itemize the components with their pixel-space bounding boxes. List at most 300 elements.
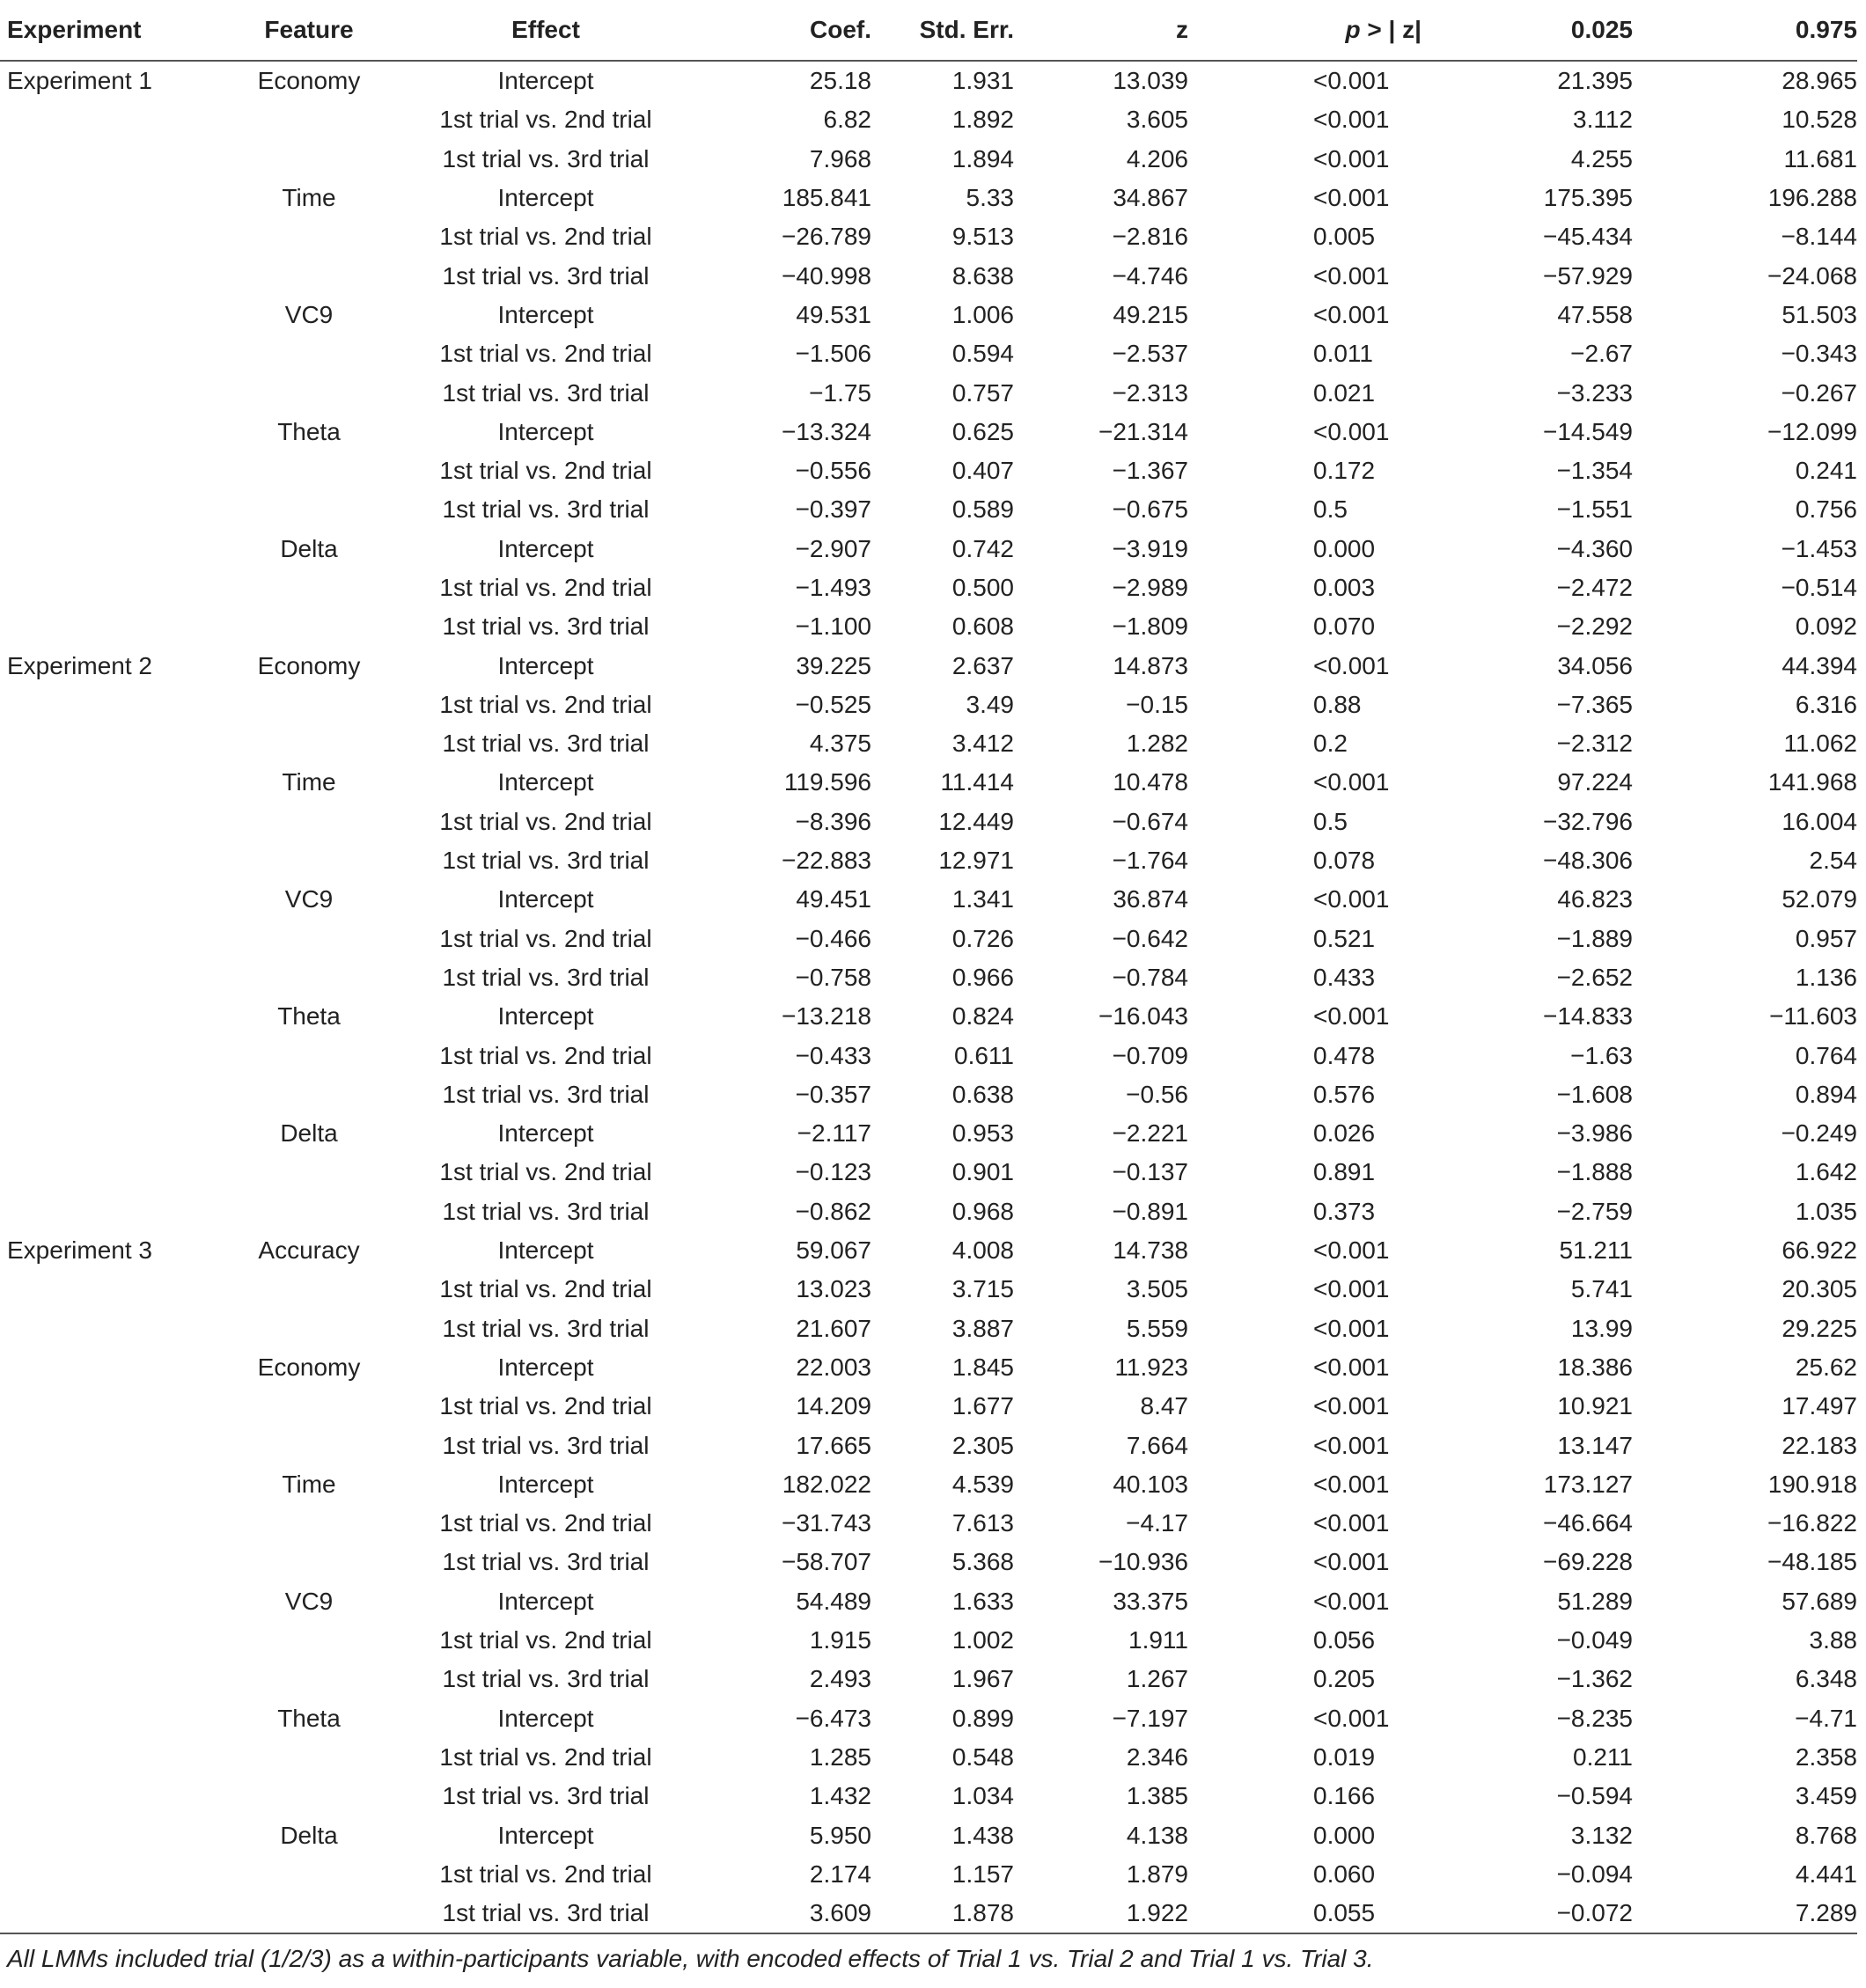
- cell-p-value: <0.001: [1313, 1236, 1390, 1265]
- cell-experiment: [0, 1543, 231, 1581]
- cell-feature: [231, 1270, 387, 1309]
- cell-z: −4.746: [1112, 261, 1188, 290]
- cell-feature: [231, 1387, 387, 1426]
- cell-ci-lower: −0.072: [1457, 1894, 1650, 1933]
- cell-p-value: <0.001: [1313, 1353, 1390, 1381]
- cell-p-value: <0.001: [1313, 768, 1390, 796]
- cell-ci-lower: −1.63: [1570, 1041, 1633, 1069]
- cell-coef: −0.123: [795, 1158, 871, 1186]
- cell-ci-lower: −57.929: [1543, 261, 1633, 290]
- cell-z: −7.197: [1112, 1704, 1188, 1732]
- header-p-value: [1267, 0, 1457, 61]
- cell-feature: [231, 1426, 387, 1464]
- cell-z: 49.215: [1113, 300, 1188, 328]
- cell-feature: Delta: [280, 1119, 338, 1148]
- cell-effect: 1st trial vs. 3rd trial: [442, 1548, 650, 1576]
- cell-p-value: <0.001: [1313, 184, 1390, 212]
- cell-ci-upper: −1.453: [1781, 534, 1857, 562]
- cell-feature: Theta: [277, 1002, 341, 1031]
- cell-effect: 1st trial vs. 2nd trial: [439, 223, 652, 251]
- cell-ci-upper: 141.968: [1767, 768, 1857, 796]
- cell-experiment: [0, 1816, 231, 1854]
- table-row: [0, 373, 1857, 412]
- cell-coef: 25.18: [809, 67, 871, 95]
- cell-ci-lower: −46.664: [1543, 1509, 1633, 1537]
- cell-experiment: [0, 803, 231, 841]
- cell-ci-lower: −1.889: [1556, 924, 1633, 952]
- cell-experiment: [0, 1114, 231, 1153]
- cell-ci-upper: 57.689: [1782, 1587, 1857, 1615]
- cell-z: −0.137: [1112, 1158, 1188, 1186]
- cell-ci-lower: 3.132: [1570, 1821, 1633, 1849]
- cell-effect: 1st trial vs. 2nd trial: [439, 1158, 652, 1186]
- cell-std-err: 0.726: [951, 924, 1014, 952]
- cell-ci-lower: −2.292: [1556, 613, 1633, 641]
- cell-p-value: <0.001: [1313, 1392, 1390, 1420]
- table-row: [0, 1621, 1857, 1660]
- cell-ci-upper: 0.894: [1795, 1080, 1857, 1108]
- cell-experiment: [0, 1855, 231, 1894]
- cell-experiment: [0, 1426, 231, 1464]
- cell-p-value: <0.001: [1313, 144, 1390, 172]
- cell-ci-upper: 11.681: [1783, 144, 1857, 172]
- header-ci-upper: 0.975: [1650, 0, 1857, 61]
- cell-ci-lower: −1.354: [1556, 457, 1633, 485]
- cell-ci-upper: 6.348: [1795, 1665, 1857, 1693]
- cell-feature: Accuracy: [258, 1236, 360, 1265]
- cell-coef: −31.743: [782, 1509, 871, 1537]
- cell-ci-upper: 44.394: [1782, 651, 1857, 679]
- table-body: [0, 61, 1857, 1933]
- cell-coef: −1.493: [795, 574, 871, 601]
- cell-p-value: 0.003: [1313, 574, 1376, 601]
- cell-p-value: <0.001: [1313, 300, 1390, 328]
- cell-std-err: 4.008: [951, 1236, 1014, 1265]
- cell-ci-upper: 1.642: [1795, 1158, 1857, 1186]
- cell-ci-upper: −12.099: [1767, 417, 1857, 445]
- cell-experiment: [0, 1348, 231, 1387]
- table-row: [0, 880, 1857, 919]
- cell-z: −0.642: [1112, 924, 1188, 952]
- header-coef: Coef.: [704, 0, 871, 61]
- cell-p-value: 0.000: [1313, 534, 1376, 562]
- table-row: [0, 724, 1857, 763]
- cell-std-err: 1.341: [951, 885, 1014, 913]
- cell-z: 1.267: [1126, 1665, 1188, 1693]
- cell-feature: [231, 373, 387, 412]
- table-row: [0, 140, 1857, 179]
- cell-ci-upper: 52.079: [1782, 885, 1857, 913]
- table-row: [0, 1816, 1857, 1854]
- table-row: [0, 1855, 1857, 1894]
- cell-std-err: 0.500: [951, 574, 1014, 601]
- header-effect: Effect: [387, 0, 704, 61]
- cell-std-err: 1.006: [951, 300, 1014, 328]
- cell-ci-upper: −24.068: [1767, 261, 1857, 290]
- cell-p-value: 0.576: [1313, 1080, 1376, 1108]
- cell-coef: −2.117: [797, 1119, 871, 1148]
- cell-p-value: <0.001: [1313, 1704, 1390, 1732]
- cell-p-value: 0.070: [1313, 613, 1376, 641]
- cell-coef: −13.324: [782, 417, 871, 445]
- cell-ci-upper: 7.289: [1650, 1894, 1857, 1933]
- cell-ci-lower: 10.921: [1557, 1392, 1633, 1420]
- table-row: [0, 490, 1857, 529]
- cell-feature: [231, 1075, 387, 1114]
- cell-ci-upper: 6.316: [1795, 690, 1857, 718]
- cell-coef: 1.915: [809, 1626, 871, 1654]
- cell-std-err: 0.625: [951, 417, 1014, 445]
- cell-effect: 1st trial vs. 2nd trial: [439, 1275, 652, 1303]
- cell-ci-lower: −1.362: [1556, 1665, 1633, 1693]
- cell-std-err: 11.414: [940, 768, 1014, 796]
- cell-feature: [231, 1894, 387, 1933]
- cell-feature: [231, 1309, 387, 1348]
- cell-feature: Time: [282, 184, 336, 212]
- cell-z: −1.367: [1112, 457, 1188, 485]
- cell-ci-lower: −2.312: [1556, 730, 1633, 758]
- cell-feature: VC9: [284, 1587, 334, 1615]
- cell-z: 40.103: [1113, 1470, 1188, 1498]
- cell-ci-upper: 28.965: [1782, 67, 1857, 95]
- cell-std-err: 4.539: [951, 1470, 1014, 1498]
- cell-ci-upper: 0.092: [1795, 613, 1857, 641]
- cell-coef: −22.883: [782, 847, 871, 875]
- cell-ci-lower: 47.558: [1557, 300, 1633, 328]
- cell-ci-upper: 25.62: [1795, 1353, 1857, 1381]
- cell-ci-lower: 4.255: [1570, 144, 1633, 172]
- cell-coef: −2.907: [795, 534, 871, 562]
- cell-z: 5.559: [1126, 1314, 1188, 1342]
- cell-p-value: <0.001: [1313, 1275, 1390, 1303]
- cell-ci-lower: −8.235: [1556, 1704, 1633, 1732]
- table-header: [0, 0, 1857, 61]
- cell-coef: −0.525: [795, 690, 871, 718]
- cell-std-err: 1.894: [951, 144, 1014, 172]
- cell-feature: [231, 1738, 387, 1777]
- cell-z: −0.674: [1112, 807, 1188, 835]
- cell-effect: 1st trial vs. 2nd trial: [439, 340, 652, 368]
- cell-std-err: 12.971: [938, 847, 1014, 875]
- cell-z: 2.346: [1126, 1742, 1188, 1771]
- table-row: [0, 217, 1857, 256]
- cell-effect: 1st trial vs. 3rd trial: [442, 1314, 650, 1342]
- cell-experiment: [0, 686, 231, 724]
- cell-feature: [231, 686, 387, 724]
- cell-p-value: 0.005: [1313, 223, 1376, 251]
- cell-ci-upper: −0.267: [1781, 378, 1857, 407]
- cell-ci-lower: −4.360: [1556, 534, 1633, 562]
- cell-ci-upper: 51.503: [1782, 300, 1857, 328]
- cell-coef: −0.758: [795, 963, 871, 991]
- cell-experiment: [0, 763, 231, 802]
- cell-coef: 4.375: [809, 730, 871, 758]
- cell-effect: 1st trial vs. 3rd trial: [442, 730, 650, 758]
- cell-z: −21.314: [1098, 417, 1188, 445]
- cell-ci-lower: −14.833: [1543, 1002, 1633, 1031]
- cell-feature: VC9: [284, 300, 334, 328]
- cell-coef: −6.473: [795, 1704, 871, 1732]
- table-footnote: All LMMs included trial (1/2/3) as a within-participants variable, with encoded effects of Trial 1 vs. Trial 2 and Trial 1 vs. Trial 3.: [7, 1945, 1374, 1973]
- cell-experiment: [0, 1504, 231, 1543]
- cell-coef: 3.609: [704, 1894, 871, 1933]
- cell-experiment: [0, 997, 231, 1036]
- table-row: [0, 569, 1857, 607]
- cell-experiment: [0, 1621, 231, 1660]
- cell-feature: Time: [282, 768, 336, 796]
- cell-ci-upper: −48.185: [1767, 1548, 1857, 1576]
- cell-ci-upper: 1.035: [1795, 1197, 1857, 1225]
- cell-feature: Delta: [280, 534, 338, 562]
- cell-p-value: 0.166: [1313, 1782, 1376, 1810]
- cell-effect: 1st trial vs. 3rd trial: [442, 378, 650, 407]
- cell-ci-lower: 34.056: [1557, 651, 1633, 679]
- cell-coef: 39.225: [796, 651, 871, 679]
- cell-std-err: 3.412: [951, 730, 1014, 758]
- cell-effect: 1st trial vs. 3rd trial: [442, 1665, 650, 1693]
- cell-ci-upper: 196.288: [1767, 184, 1857, 212]
- cell-coef: −0.397: [795, 495, 871, 524]
- cell-feature: [231, 1621, 387, 1660]
- cell-std-err: 0.594: [951, 340, 1014, 368]
- cell-coef: 49.451: [796, 885, 871, 913]
- cell-feature: [231, 1153, 387, 1192]
- table-row: [0, 1894, 1857, 1933]
- cell-std-err: 0.611: [954, 1041, 1014, 1069]
- cell-ci-lower: 51.211: [1559, 1236, 1633, 1265]
- cell-std-err: 8.638: [951, 261, 1014, 290]
- cell-coef: 6.82: [823, 106, 871, 134]
- cell-effect: 1st trial vs. 3rd trial: [442, 1080, 650, 1108]
- table-row: [0, 1465, 1857, 1504]
- cell-z: 3.505: [1126, 1275, 1188, 1303]
- cell-z: −16.043: [1098, 1002, 1188, 1031]
- table-row: [0, 1387, 1857, 1426]
- cell-z: 1.282: [1126, 730, 1188, 758]
- cell-feature: [231, 1192, 387, 1231]
- cell-ci-upper: 4.441: [1795, 1860, 1857, 1888]
- cell-z: −2.221: [1112, 1119, 1188, 1148]
- cell-ci-upper: 17.497: [1782, 1392, 1857, 1420]
- cell-z: −0.891: [1112, 1197, 1188, 1225]
- cell-effect: Intercept: [497, 67, 594, 95]
- cell-std-err: 0.899: [951, 1704, 1014, 1732]
- cell-z: 14.873: [1113, 651, 1188, 679]
- table-row: [0, 1660, 1857, 1698]
- cell-p-value: 0.478: [1313, 1041, 1376, 1069]
- cell-p-value: <0.001: [1313, 1548, 1390, 1576]
- cell-ci-lower: 3.112: [1573, 106, 1633, 134]
- cell-effect: 1st trial vs. 2nd trial: [439, 106, 652, 134]
- cell-experiment: [0, 569, 231, 607]
- table-row: [0, 1738, 1857, 1777]
- cell-p-value: 0.5: [1313, 807, 1348, 835]
- cell-feature: [231, 1036, 387, 1075]
- cell-p-value: 0.000: [1313, 1821, 1376, 1849]
- cell-ci-upper: 3.88: [1809, 1626, 1857, 1654]
- cell-ci-lower: −7.365: [1556, 690, 1633, 718]
- cell-ci-lower: −2.67: [1570, 340, 1633, 368]
- cell-feature: Time: [282, 1470, 336, 1498]
- cell-effect: 1st trial vs. 2nd trial: [439, 807, 652, 835]
- table-row: [0, 841, 1857, 880]
- cell-experiment: [0, 490, 231, 529]
- cell-z: −2.989: [1112, 574, 1188, 601]
- cell-coef: −40.998: [782, 261, 871, 290]
- cell-p-value: <0.001: [1313, 106, 1390, 134]
- cell-std-err: 5.33: [966, 184, 1014, 212]
- cell-effect: 1st trial vs. 3rd trial: [442, 495, 650, 524]
- cell-ci-upper: −8.144: [1781, 223, 1857, 251]
- cell-experiment: [0, 530, 231, 569]
- table-row: [0, 997, 1857, 1036]
- cell-std-err: 1.677: [951, 1392, 1014, 1420]
- cell-effect: Intercept: [497, 1821, 594, 1849]
- cell-std-err: 1.931: [951, 67, 1014, 95]
- cell-feature: [231, 607, 387, 646]
- cell-effect: Intercept: [497, 1236, 594, 1265]
- cell-std-err: 0.966: [951, 963, 1014, 991]
- table-row: [0, 1698, 1857, 1737]
- header-z: z: [1056, 0, 1267, 61]
- cell-p-value: <0.001: [1313, 1002, 1390, 1031]
- cell-std-err: 0.548: [951, 1742, 1014, 1771]
- table-row: [0, 256, 1857, 295]
- table-row: [0, 451, 1857, 490]
- cell-z: 1.911: [1128, 1626, 1188, 1654]
- cell-ci-upper: 16.004: [1782, 807, 1857, 835]
- cell-ci-upper: −16.822: [1767, 1509, 1857, 1537]
- table-row: [0, 958, 1857, 997]
- cell-feature: [231, 217, 387, 256]
- cell-feature: [231, 451, 387, 490]
- cell-std-err: 0.953: [951, 1119, 1014, 1148]
- cell-ci-lower: −45.434: [1543, 223, 1633, 251]
- cell-ci-upper: 2.358: [1795, 1742, 1857, 1771]
- cell-p-value: 0.056: [1313, 1626, 1376, 1654]
- cell-feature: [231, 958, 387, 997]
- cell-effect: Intercept: [497, 1353, 594, 1381]
- table-row: [0, 334, 1857, 373]
- cell-effect: 1st trial vs. 3rd trial: [442, 1431, 650, 1459]
- cell-coef: −58.707: [782, 1548, 871, 1576]
- cell-p-value: 0.026: [1313, 1119, 1376, 1148]
- cell-experiment: [0, 880, 231, 919]
- cell-coef: 185.841: [782, 184, 871, 212]
- cell-std-err: 7.613: [951, 1509, 1014, 1537]
- cell-p-value: <0.001: [1313, 651, 1390, 679]
- cell-ci-upper: 1.136: [1795, 963, 1857, 991]
- cell-feature: [231, 803, 387, 841]
- cell-effect: Intercept: [497, 1587, 594, 1615]
- cell-z: 33.375: [1113, 1587, 1188, 1615]
- cell-z: −10.936: [1098, 1548, 1188, 1576]
- cell-p-value: 0.2: [1313, 730, 1348, 758]
- cell-feature: [231, 100, 387, 139]
- table-row: [0, 1582, 1857, 1621]
- table-row: [0, 1153, 1857, 1192]
- cell-ci-upper: −11.603: [1769, 1002, 1857, 1031]
- cell-z: −4.17: [1126, 1509, 1188, 1537]
- cell-z: 1.879: [1126, 1860, 1188, 1888]
- cell-feature: [231, 256, 387, 295]
- cell-coef: −0.466: [795, 924, 871, 952]
- cell-effect: 1st trial vs. 2nd trial: [439, 690, 652, 718]
- cell-experiment: [0, 958, 231, 997]
- cell-ci-lower: −2.759: [1556, 1197, 1633, 1225]
- cell-ci-upper: 20.305: [1782, 1275, 1857, 1303]
- cell-z: 4.138: [1126, 1821, 1188, 1849]
- cell-coef: 22.003: [796, 1353, 871, 1381]
- cell-effect: 1st trial vs. 2nd trial: [439, 924, 652, 952]
- cell-effect: Intercept: [497, 885, 594, 913]
- table-row: [0, 296, 1857, 334]
- cell-p-value: 0.891: [1313, 1158, 1376, 1186]
- cell-std-err: 3.49: [966, 690, 1014, 718]
- cell-effect: Intercept: [497, 1704, 594, 1732]
- table-row: [0, 1192, 1857, 1231]
- cell-coef: −0.357: [795, 1080, 871, 1108]
- cell-ci-upper: 0.764: [1795, 1041, 1857, 1069]
- cell-feature: [231, 569, 387, 607]
- cell-effect: 1st trial vs. 3rd trial: [442, 613, 650, 641]
- cell-ci-upper: −0.514: [1781, 574, 1857, 601]
- cell-effect: Intercept: [497, 184, 594, 212]
- cell-ci-upper: 0.756: [1795, 495, 1857, 524]
- cell-ci-upper: 22.183: [1782, 1431, 1857, 1459]
- cell-ci-lower: −0.049: [1556, 1626, 1633, 1654]
- table-row: [0, 1114, 1857, 1153]
- cell-std-err: 1.878: [871, 1894, 1056, 1933]
- cell-experiment: [0, 334, 231, 373]
- cell-p-value: 0.060: [1313, 1860, 1376, 1888]
- cell-feature: [231, 1504, 387, 1543]
- cell-feature: [231, 140, 387, 179]
- cell-ci-upper: 0.241: [1795, 457, 1857, 485]
- cell-ci-upper: 8.768: [1795, 1821, 1857, 1849]
- cell-effect: 1st trial vs. 2nd trial: [439, 1041, 652, 1069]
- cell-experiment: [0, 140, 231, 179]
- cell-coef: 49.531: [796, 300, 871, 328]
- cell-ci-lower: −0.094: [1556, 1860, 1633, 1888]
- cell-p-value: 0.88: [1313, 690, 1362, 718]
- cell-p-value: 0.433: [1313, 963, 1376, 991]
- cell-p-value: <0.001: [1313, 261, 1390, 290]
- cell-experiment: [0, 724, 231, 763]
- cell-ci-lower: 51.289: [1557, 1587, 1633, 1615]
- cell-std-err: 0.589: [951, 495, 1014, 524]
- cell-experiment: [0, 1582, 231, 1621]
- cell-effect: Intercept: [497, 417, 594, 445]
- header-p-condition: > | z|: [1360, 16, 1422, 43]
- table-row: [0, 1309, 1857, 1348]
- cell-p-value: 0.019: [1313, 1742, 1376, 1771]
- cell-ci-lower: 97.224: [1557, 768, 1633, 796]
- cell-ci-lower: 0.211: [1573, 1742, 1633, 1771]
- table-row: [0, 1036, 1857, 1075]
- cell-p-value: 0.205: [1313, 1665, 1376, 1693]
- cell-ci-lower: 13.99: [1570, 1314, 1633, 1342]
- cell-coef: 119.596: [783, 768, 871, 796]
- cell-ci-upper: 66.922: [1782, 1236, 1857, 1265]
- cell-experiment: [0, 1698, 231, 1737]
- cell-effect: 1st trial vs. 3rd trial: [387, 1894, 704, 1933]
- cell-ci-upper: 29.225: [1782, 1314, 1857, 1342]
- cell-ci-lower: 13.147: [1557, 1431, 1633, 1459]
- cell-experiment: [0, 1894, 231, 1933]
- cell-experiment: [0, 1270, 231, 1309]
- table-row: [0, 920, 1857, 958]
